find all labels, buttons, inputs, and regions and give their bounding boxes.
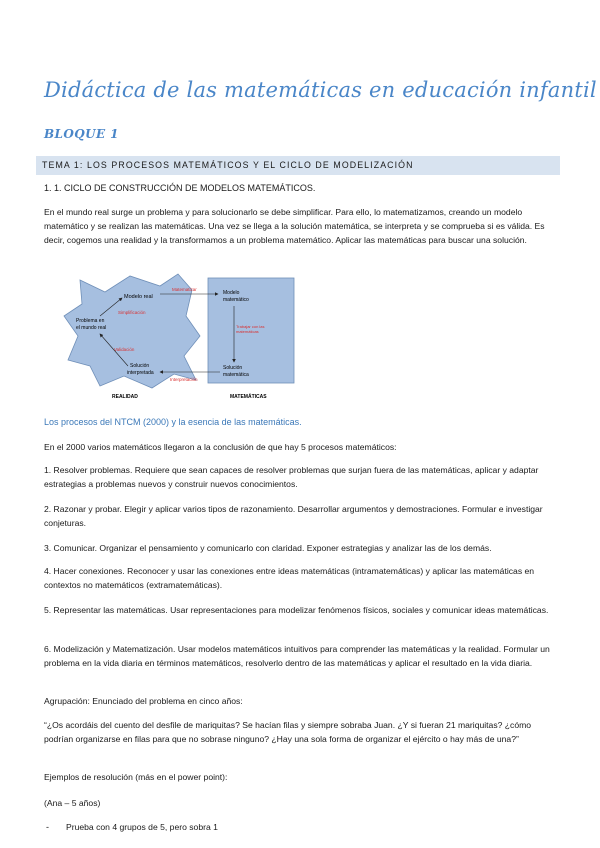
- block-heading: BLOQUE 1: [44, 127, 119, 141]
- agrupacion-line: Agrupación: Enunciado del problema en cinco años:: [44, 696, 243, 706]
- problema-label-1: Problema en: [76, 318, 105, 324]
- process-item: 2. Razonar y probar. Elegir y aplicar varios tipos de razonamiento. Desarrollar argumentos y demostraciones. Formular e investigar conjeturas.: [44, 504, 543, 528]
- topic-title: TEMA 1: LOS PROCESOS MATEMÁTICOS Y EL CICLO DE MODELIZACIÓN: [42, 160, 414, 170]
- intro-paragraph: En el mundo real surge un problema y para solucionarlo se debe simplificar. Para ello, lo matematizamos, creando un modelo matemático y se realizan las matemáticas. Una vez se llega a la solución matemática, se interpreta y se comprueba si es válida. Es decir, cogemos una realidad y la transformamos a un problema matemático. Aplicar las matemáticas para buscar una solución.: [44, 207, 545, 245]
- validacion-label: Validación: [114, 347, 135, 352]
- realidad-label: REALIDAD: [112, 394, 138, 400]
- problem-quote: “¿Os acordáis del cuento del desfile de mariquitas? Se hacían filas y siempre sobraba Juan. ¿Y si fueran 21 mariquitas? ¿cómo podrían organizarse en filas para que no sobrase ninguno? ¿Hay una sola forma de organizar el ejército o hay más de una?”: [44, 720, 532, 744]
- bullet-text: Prueba con 4 grupos de 5, pero sobra 1: [66, 822, 218, 832]
- topic-banner: [36, 156, 560, 175]
- document-title: Didáctica de las matemáticas en educación infantil: [44, 78, 597, 102]
- solucion-matematica-label-1: Solución: [223, 365, 243, 371]
- modelo-matematico-label-2: matemático: [223, 297, 249, 303]
- modeling-cycle-diagram: [60, 270, 306, 405]
- process-item: 6. Modelización y Matematización. Usar modelos matemáticos intuitivos para comprender las matemáticas y la realidad. Formular un problema en la vida diaria en términos matemáticos, resolverlo dentro de las matemáticas y aplicar el resultado en la vida diaria.: [44, 644, 550, 668]
- solucion-interpretada-label-1: Solución: [130, 363, 150, 369]
- interpretacion-label: Interpretación: [170, 377, 198, 382]
- process-item: 1. Resolver problemas. Requiere que sean capaces de resolver problemas que surjan fuera de las matemáticas, aplicar y adaptar estrategias a problemas nuevos y construir nuevos conocimientos.: [44, 465, 539, 489]
- modelo-real-label: Modelo real: [124, 294, 153, 300]
- matematicas-label: MATEMÁTICAS: [230, 394, 267, 400]
- trabajar-label-2: matemáticas: [236, 329, 259, 334]
- examples-heading: Ejemplos de resolución (más en el power point):: [44, 772, 228, 782]
- process-item: 5. Representar las matemáticas. Usar representaciones para modelizar fenómenos físicos, sociales y comunicar ideas matemáticas.: [44, 605, 549, 615]
- matematizar-label: Matematizar: [172, 287, 197, 292]
- process-item: 3. Comunicar. Organizar el pensamiento y comunicarlo con claridad. Exponer estrategias y analizar las de los demás.: [44, 543, 492, 553]
- trabajar-label-1: Trabajar con las: [236, 324, 265, 329]
- modelo-matematico-label-1: Modelo: [223, 290, 240, 296]
- section-heading: 1. 1. CICLO DE CONSTRUCCIÓN DE MODELOS MATEMÁTICOS.: [44, 183, 316, 193]
- problema-label-2: el mundo real: [76, 325, 107, 331]
- solucion-interpretada-label-2: interpretada: [127, 370, 154, 376]
- simplificacion-label: Simplificación: [118, 310, 146, 315]
- bullet-dash: -: [46, 822, 49, 832]
- ntcm-intro: En el 2000 varios matemáticos llegaron a la conclusión de que hay 5 procesos matemáticos:: [44, 442, 397, 452]
- solucion-matematica-label-2: matemática: [223, 372, 249, 378]
- process-item: 4. Hacer conexiones. Reconocer y usar las conexiones entre ideas matemáticas (intramatemáticas) y aplicar las matemáticas en contextos no matemáticos (extramatemáticas).: [44, 566, 535, 590]
- example-author: (Ana – 5 años): [44, 798, 101, 808]
- ntcm-heading: Los procesos del NTCM (2000) y la esencia de las matemáticas.: [44, 417, 302, 427]
